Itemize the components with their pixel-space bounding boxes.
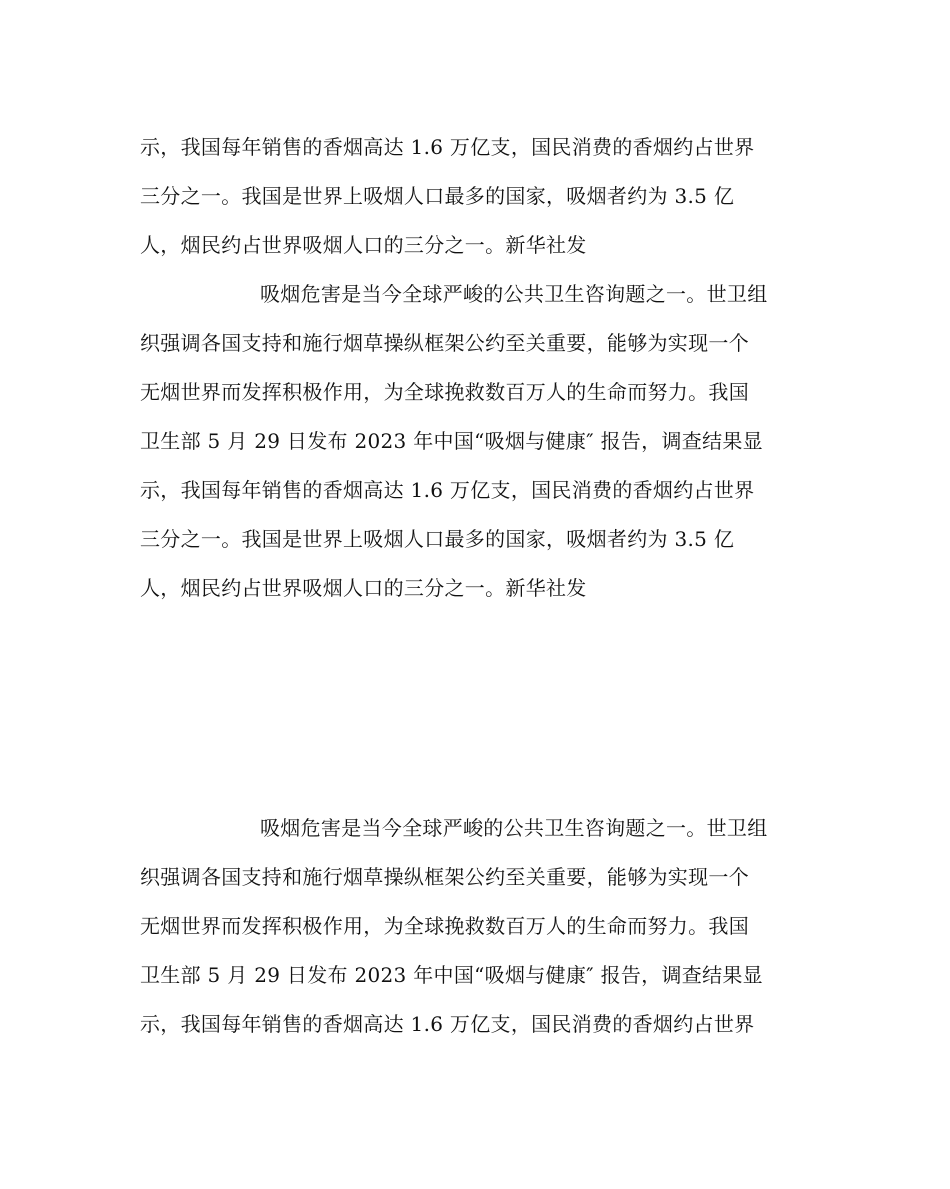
text-line: 示，我国每年销售的香烟高达 1.6 万亿支，国民消费的香烟约占世界 bbox=[140, 1012, 755, 1036]
text-line: 织强调各国支持和施行烟草操纵框架公约至关重要，能够为实现一个 bbox=[140, 865, 749, 889]
text-line: 无烟世界而发挥积极作用，为全球挽救数百万人的生命而努力。我国 bbox=[140, 914, 749, 938]
text-line: 织强调各国支持和施行烟草操纵框架公约至关重要，能够为实现一个 bbox=[140, 331, 749, 355]
text-line: 三分之一。我国是世界上吸烟人口最多的国家，吸烟者约为 3.5 亿 bbox=[140, 184, 735, 208]
text-line: 卫生部 5 月 29 日发布 2023 年中国“吸烟与健康″ 报告，调查结果显 bbox=[140, 429, 763, 453]
text-line: 示，我国每年销售的香烟高达 1.6 万亿支，国民消费的香烟约占世界 bbox=[140, 135, 755, 159]
text-line: 吸烟危害是当今全球严峻的公共卫生咨询题之一。世卫组 bbox=[260, 282, 768, 306]
text-line: 无烟世界而发挥积极作用，为全球挽救数百万人的生命而努力。我国 bbox=[140, 380, 749, 404]
text-line: 人，烟民约占世界吸烟人口的三分之一。新华社发 bbox=[140, 576, 587, 600]
text-line: 吸烟危害是当今全球严峻的公共卫生咨询题之一。世卫组 bbox=[260, 816, 768, 840]
text-line: 人，烟民约占世界吸烟人口的三分之一。新华社发 bbox=[140, 233, 587, 257]
text-line: 示，我国每年销售的香烟高达 1.6 万亿支，国民消费的香烟约占世界 bbox=[140, 478, 755, 502]
text-line: 卫生部 5 月 29 日发布 2023 年中国“吸烟与健康″ 报告，调查结果显 bbox=[140, 963, 763, 987]
text-line: 三分之一。我国是世界上吸烟人口最多的国家，吸烟者约为 3.5 亿 bbox=[140, 527, 735, 551]
